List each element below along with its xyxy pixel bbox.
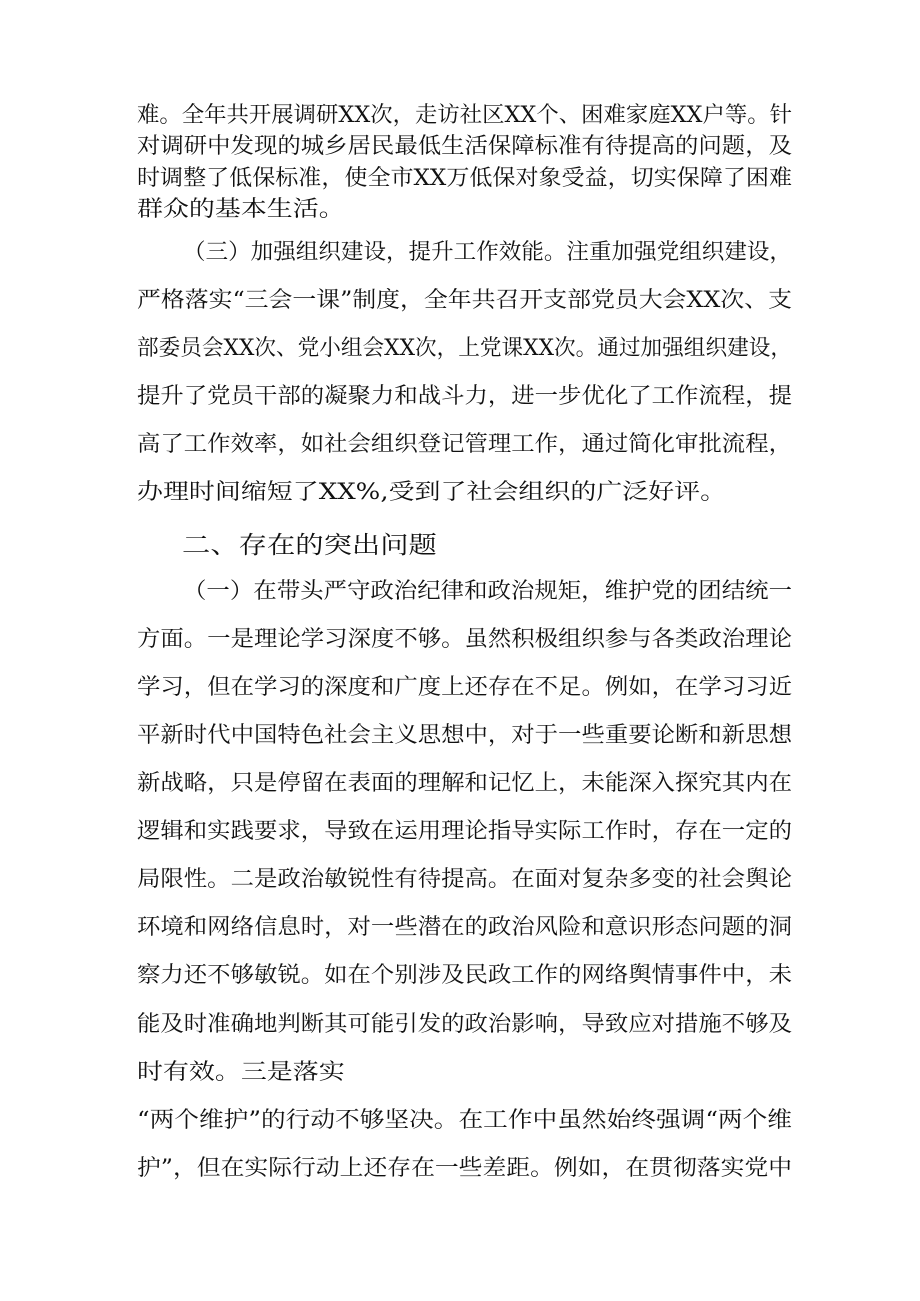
paragraph-line: （一）在带头严守政治纪律和政治规矩，维护党的团结统一	[183, 579, 792, 604]
paragraph-line: 局限性。二是政治敏锐性有待提高。在面对复杂多变的社会舆论	[137, 867, 792, 892]
paragraph-line: 严格落实“三会一课”制度，全年共召开支部党员大会XX次、支	[137, 288, 792, 313]
paragraph-line: 护”，但在实际行动上还存在一些差距。例如，在贯彻落实党中	[137, 1156, 792, 1181]
paragraph-line: 提升了党员干部的凝聚力和战斗力，进一步优化了工作流程，提	[137, 384, 792, 409]
paragraph-line: 平新时代中国特色社会主义思想中，对于一些重要论断和新思想	[137, 723, 792, 748]
paragraph-line: 能及时准确地判断其可能引发的政治影响，导致应对措施不够及	[137, 1012, 792, 1037]
paragraph-line: 方面。一是理论学习深度不够。虽然积极组织参与各类政治理论	[137, 627, 792, 652]
paragraph-line: 难。全年共开展调研XX次，走访社区XX个、困难家庭XX户等。针	[137, 103, 792, 128]
paragraph-line: 学习，但在学习的深度和广度上还存在不足。例如，在学习习近	[137, 675, 792, 700]
paragraph-line: 群众的基本生活。	[137, 197, 345, 222]
section-heading: 二、存在的突出问题	[182, 531, 437, 559]
paragraph-line: 办理时间缩短了XX%,受到了社会组织的广泛好评。	[137, 480, 727, 505]
paragraph-line: “两个维护”的行动不够坚决。在工作中虽然始终强调“两个维	[137, 1108, 792, 1133]
paragraph-line: 部委员会XX次、党小组会XX次，上党课XX次。通过加强组织建设，	[137, 336, 792, 361]
paragraph-line: 环境和网络信息时，对一些潜在的政治风险和意识形态问题的洞	[137, 915, 792, 940]
paragraph-line: （三）加强组织建设，提升工作效能。注重加强党组织建设，	[183, 240, 792, 265]
paragraph-line: 察力还不够敏锐。如在个别涉及民政工作的网络舆情事件中，未	[137, 963, 792, 988]
paragraph-line: 高了工作效率，如社会组织登记管理工作，通过简化审批流程，	[137, 432, 792, 457]
paragraph-line: 时有效。三是落实	[137, 1060, 345, 1085]
paragraph-line: 时调整了低保标准，使全市XX万低保对象受益，切实保障了困难	[137, 166, 792, 191]
paragraph-line: 新战略，只是停留在表面的理解和记忆上，未能深入探究其内在	[137, 771, 792, 796]
paragraph-line: 对调研中发现的城乡居民最低生活保障标准有待提高的问题，及	[137, 134, 792, 159]
paragraph-line: 逻辑和实践要求，导致在运用理论指导实际工作时，存在一定的	[137, 819, 792, 844]
